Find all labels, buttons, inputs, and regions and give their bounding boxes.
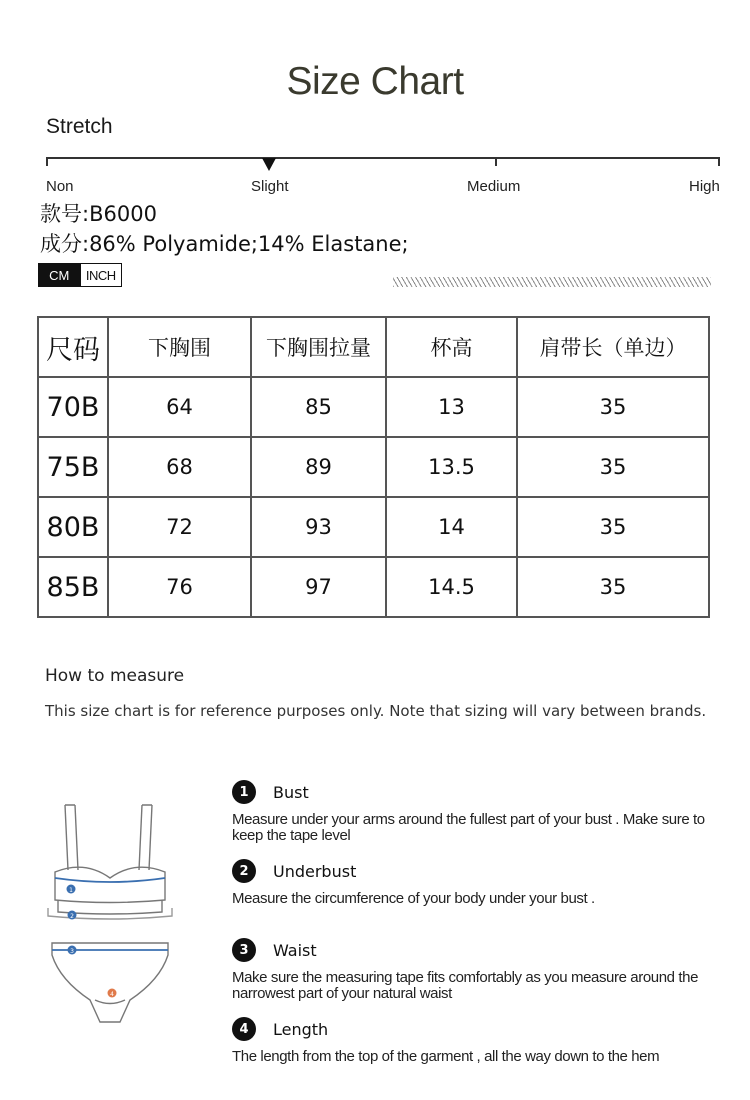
stretch-level-high: High xyxy=(689,178,720,195)
table-header-row xyxy=(38,317,709,377)
stretch-marker-icon xyxy=(262,158,276,171)
cell-size: 80B xyxy=(38,497,108,557)
step-name: Waist xyxy=(273,940,317,960)
header-size: 尺码 xyxy=(38,317,108,377)
unit-cm-button[interactable]: CM xyxy=(39,264,80,286)
step-underbust xyxy=(232,859,722,907)
step-number-badge: 2 xyxy=(232,859,256,883)
stretch-tick-high xyxy=(718,157,720,166)
step-length xyxy=(232,1017,722,1065)
header-underbust-stretch: 下胸围拉量 xyxy=(251,317,386,377)
step-number-badge: 3 xyxy=(232,938,256,962)
svg-text:4: 4 xyxy=(110,991,114,998)
how-to-measure-note: This size chart is for reference purposes only. Note that sizing will vary between brands. xyxy=(45,702,707,720)
cell-strap-length: 35 xyxy=(517,497,709,557)
step-description: Measure the circumference of your body under your bust . xyxy=(232,890,595,907)
stretch-scale-line xyxy=(46,157,720,159)
size-table xyxy=(37,316,710,618)
step-description: The length from the top of the garment , all the way down to the hem xyxy=(232,1048,660,1065)
cell-underbust: 72 xyxy=(108,497,251,557)
page-title: Size Chart xyxy=(286,60,464,103)
cell-underbust: 64 xyxy=(108,377,251,437)
svg-text:1: 1 xyxy=(69,887,73,894)
unit-toggle[interactable] xyxy=(38,263,122,287)
cell-cup-height: 14.5 xyxy=(386,557,517,617)
cell-size: 75B xyxy=(38,437,108,497)
stretch-tick-non xyxy=(46,157,48,166)
step-name: Bust xyxy=(273,782,309,802)
decorative-hatch xyxy=(393,277,711,287)
cell-underbust: 76 xyxy=(108,557,251,617)
cell-strap-length: 35 xyxy=(517,437,709,497)
table-row xyxy=(38,437,709,497)
step-description: Make sure the measuring tape fits comfortably as you measure around the narrowest part of your natural waist xyxy=(232,969,699,1002)
cell-cup-height: 14 xyxy=(386,497,517,557)
stretch-scale xyxy=(46,154,720,164)
svg-text:3: 3 xyxy=(70,948,74,955)
step-bust xyxy=(232,780,722,844)
cell-strap-length: 35 xyxy=(517,557,709,617)
step-number-badge: 4 xyxy=(232,1017,256,1041)
material-composition: 成分:86% Polyamide;14% Elastane; xyxy=(40,232,409,256)
table-row xyxy=(38,497,709,557)
cell-cup-height: 13 xyxy=(386,377,517,437)
unit-inch-button[interactable]: INCH xyxy=(80,264,122,286)
cell-underbust: 68 xyxy=(108,437,251,497)
how-to-measure-title: How to measure xyxy=(45,666,185,686)
step-name: Underbust xyxy=(273,861,357,881)
stretch-level-medium: Medium xyxy=(467,178,521,195)
garment-illustration xyxy=(40,800,180,1060)
header-cup-height: 杯高 xyxy=(386,317,517,377)
stretch-level-non: Non xyxy=(46,178,74,195)
cell-size: 70B xyxy=(38,377,108,437)
step-description: Measure under your arms around the fullest part of your bust . Make sure to keep the tape level xyxy=(232,811,705,844)
cell-underbust-stretch: 93 xyxy=(251,497,386,557)
cell-underbust-stretch: 97 xyxy=(251,557,386,617)
cell-strap-length: 35 xyxy=(517,377,709,437)
cell-underbust-stretch: 85 xyxy=(251,377,386,437)
table-row xyxy=(38,377,709,437)
cell-size: 85B xyxy=(38,557,108,617)
table-row xyxy=(38,557,709,617)
stretch-tick-medium xyxy=(495,157,497,166)
svg-text:2: 2 xyxy=(70,913,74,920)
model-number: 款号:B6000 xyxy=(40,202,157,226)
header-underbust: 下胸围 xyxy=(108,317,251,377)
cell-underbust-stretch: 89 xyxy=(251,437,386,497)
stretch-label: Stretch xyxy=(46,115,113,138)
header-strap-length: 肩带长（单边） xyxy=(517,317,709,377)
step-number-badge: 1 xyxy=(232,780,256,804)
bra-drawing-icon xyxy=(48,805,172,919)
stretch-level-slight: Slight xyxy=(251,178,289,195)
cell-cup-height: 13.5 xyxy=(386,437,517,497)
step-name: Length xyxy=(273,1019,329,1039)
step-waist xyxy=(232,938,722,1002)
